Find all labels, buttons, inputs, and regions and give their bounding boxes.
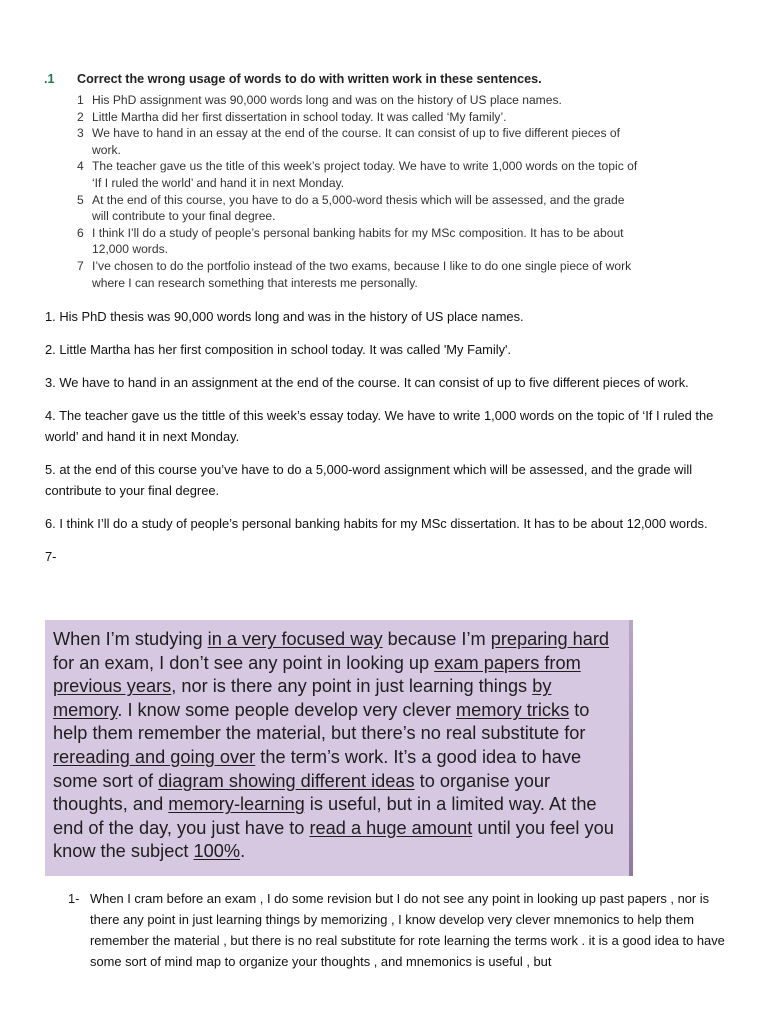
passage-underlined-phrase: memory tricks [456, 699, 570, 720]
answer-paragraph: 7- [45, 549, 57, 564]
exercise-item-number: 2 [77, 109, 84, 124]
exercise-item [44, 225, 644, 258]
exercise-item-text: His PhD assignment was 90,000 words long and was on the history of US place names. [92, 93, 562, 107]
passage-text: to organise your thoughts, and [53, 770, 551, 815]
answer-paragraph: 1. His PhD thesis was 90,000 words long and was in the history of US place names. [45, 309, 524, 324]
exercise-block [44, 70, 644, 291]
passage-text: , nor is there any point in just learning things [171, 676, 533, 697]
passage-underlined-phrase: by memory [53, 676, 552, 720]
exercise-item-text: We have to hand in an essay at the end of the course. It can consist of up to five different pieces of work. [92, 126, 620, 157]
passage-image [45, 620, 633, 876]
exercise-item-text: I’ve chosen to do the portfolio instead of the two exams, because I like to do one single piece of work where I can research something that interests me personally. [92, 258, 632, 290]
passage-text: . [240, 841, 246, 862]
answer-paragraph: 2. Little Martha has her first composition in school today. It was called 'My Family'. [45, 342, 512, 357]
exercise-heading [44, 70, 644, 88]
exercise-item [44, 158, 644, 191]
passage-text: to help them remember the material, but there’s no real substitute for [53, 699, 590, 744]
exercise-item-text: Little Martha did her first dissertation in school today. It was called ‘My family’. [92, 109, 507, 124]
exercise-item-number: 1 [77, 93, 84, 107]
answer-paragraph: 6. I think I’ll do a study of people’s personal banking habits for my MSc dissertation. It has to be about 12,000 words. [45, 516, 708, 531]
exercise-item [44, 192, 644, 225]
passage-text: for an exam, I don’t see any point in looking up [53, 652, 435, 673]
passage-text: is useful, but in a limited way. At the end of the day, you just have to [53, 794, 597, 838]
exercise-item-number: 3 [77, 126, 84, 141]
exercise-item [44, 92, 644, 109]
exercise-item-text: At the end of this course, you have to do a 5,000-word thesis which will be assessed, and the grade will contribute to your final degree. [92, 192, 625, 224]
exercise-item-number: 5 [77, 192, 84, 207]
rewrite-text: When I cram before an exam , I do some revision but I do not see any point in looking up past papers , nor is there any point in just learning things by memorizing , I know develop very clever mnemonics to help them remember the material , but there is no real substitute for rote learning the terms work . it is a good idea to have some sort of mind map to organize your thoughts , and mnemonics is useful , but [90, 891, 725, 969]
answers-section [45, 306, 735, 579]
passage-underlined-phrase: 100% [193, 841, 241, 862]
exercise-item-text: I think I’ll do a study of people’s personal banking habits for my MSc composition. It has to be about 12,000 words. [92, 225, 624, 257]
passage-text: because I’m [382, 629, 491, 649]
exercise-item [44, 125, 644, 158]
passage-underlined-phrase: memory-learning [168, 794, 305, 815]
passage-underlined-phrase: read a huge amount [309, 817, 473, 838]
exercise-item [44, 258, 644, 291]
exercise-list [44, 92, 644, 291]
passage-underlined-phrase: diagram showing different ideas [158, 770, 415, 791]
rewrite-list-item [68, 888, 728, 972]
exercise-item-text: The teacher gave us the title of this week’s project today. We have to write 1,000 words on the topic of ‘If I ruled the world’ and hand it in next Monday. [92, 159, 638, 190]
passage-text: . I know some people develop very clever [117, 699, 457, 720]
exercise-item-number: 6 [77, 225, 84, 240]
rewrite-number: 1- [68, 891, 80, 906]
exercise-item-number: 7 [77, 258, 84, 273]
exercise-number: .1 [44, 72, 55, 86]
exercise-item-number: 4 [77, 159, 84, 174]
passage-underlined-phrase: preparing hard [490, 629, 610, 649]
passage-underlined-phrase: in a very focused way [207, 629, 383, 649]
answer-paragraph: 3. We have to hand in an assignment at the end of the course. It can consist of up to five different pieces of work. [45, 375, 689, 390]
passage-underlined-phrase: exam papers from previous years [53, 652, 581, 697]
answer-paragraph: 5. at the end of this course you’ve have to do a 5,000-word assignment which will be assessed, and the grade will contribute to your final degree. [45, 462, 693, 498]
exercise-item [44, 109, 644, 126]
answer-paragraph: 4. The teacher gave us the tittle of this week’s essay today. We have to write 1,000 words on the topic of ‘If I ruled the world’ and hand it in next Monday. [45, 408, 714, 444]
passage-text: When I’m studying [53, 629, 208, 649]
passage-image-edge [629, 620, 633, 876]
exercise-instruction: Correct the wrong usage of words to do with written work in these sentences. [77, 72, 542, 86]
passage-text: the term’s work. It’s a good idea to have some sort of [53, 746, 582, 791]
passage-underlined-phrase: rereading and going over [53, 746, 256, 767]
passage-text: until you feel you know the subject [53, 817, 614, 862]
